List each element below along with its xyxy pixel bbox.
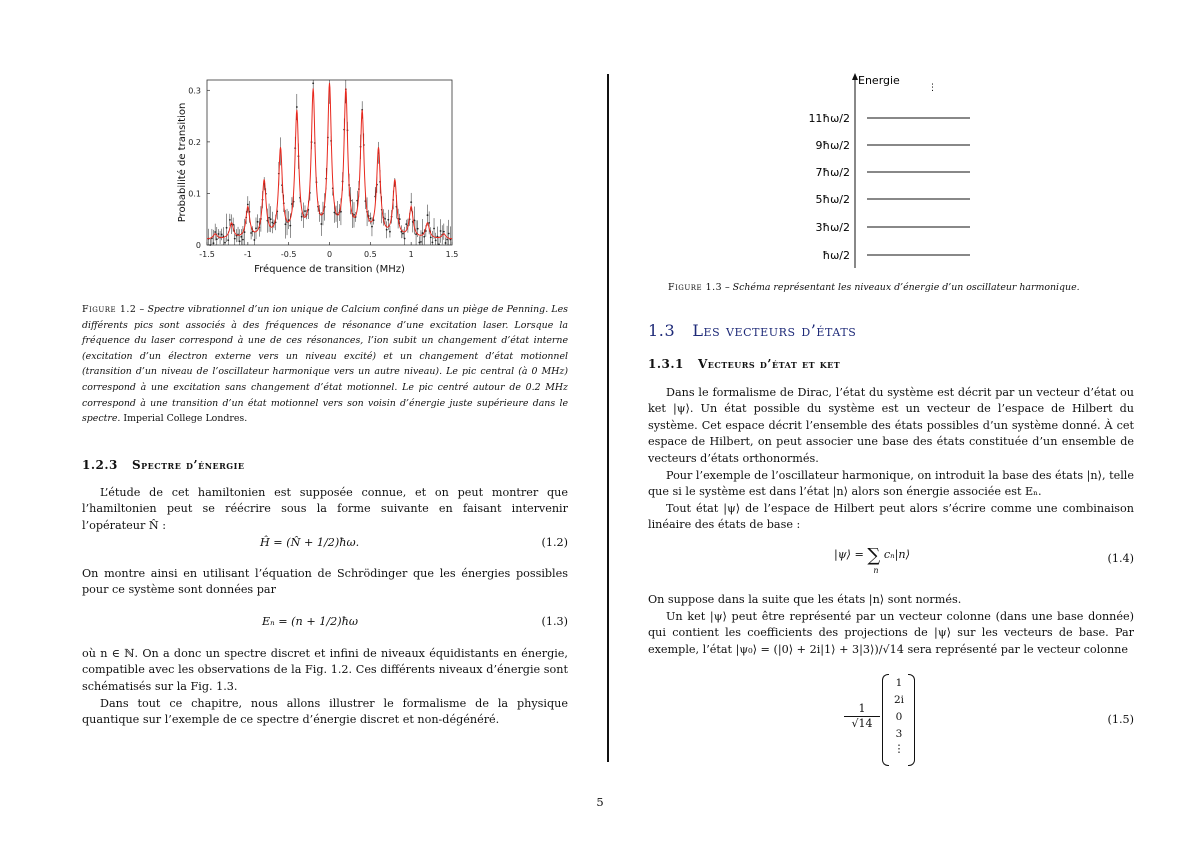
paragraph: L’étude de cet hamiltonien est supposée connue, et on peut montrer que l’hamiltonien peut se réécrire sous la forme suivante en faisant intervenir l’opérateur N̂ : <box>82 486 568 532</box>
paragraph: On suppose dans la suite que les états |n⟩ sont normés. <box>648 593 962 606</box>
data-point <box>410 201 412 203</box>
data-point <box>229 219 231 221</box>
data-point <box>399 218 401 220</box>
data-point <box>257 221 259 223</box>
data-point <box>289 225 291 227</box>
level-3 <box>815 221 970 234</box>
sum-symbol: ∑ <box>867 545 881 566</box>
data-point <box>304 210 306 212</box>
data-point <box>301 216 303 218</box>
level-label: 5ħω/2 <box>815 193 850 206</box>
fraction-denominator: √14 <box>844 716 880 730</box>
caption-text: – Spectre vibrationnel d’un ion unique de Calcium confiné dans un piège de Penning. Les différents pics sont associés à des fréquences de résonance d’une excitation laser. Lorsque la fréquence du laser correspond à une de ces résonances, l’ion subit un changement d’état interne (excitation d’un électron externe vers un niveau excité) et un changement d’état motionnel (transition d’un niveau de l’oscillateur harmonique vers un autre niveau). Le pic central (à 0 MHz) correspond à une excitation sans changement d’état motionnel. Le pic centré autour de 0.2 MHz correspond à une transition d’un état motionnel vers son voisin d’énergie juste supérieure dans le spectre. <box>82 304 568 425</box>
data-point <box>427 214 429 216</box>
data-point <box>240 236 242 238</box>
data-point <box>270 218 272 220</box>
page-number: 5 <box>596 795 604 809</box>
eq-lhs: |ψ⟩ = <box>834 548 868 561</box>
data-point <box>209 244 211 246</box>
data-point <box>216 238 218 240</box>
data-point <box>446 239 448 241</box>
data-point <box>404 238 406 240</box>
data-point <box>312 82 314 84</box>
figure-label: Figure 1.2 <box>82 304 137 315</box>
data-point <box>440 230 442 232</box>
vector-entry: 1 <box>895 677 903 689</box>
data-point <box>405 223 407 225</box>
data-point <box>438 243 440 245</box>
data-point <box>448 233 450 235</box>
data-point <box>214 231 216 233</box>
data-point <box>268 217 270 219</box>
figure-1-2-caption <box>82 302 568 427</box>
equation-number: (1.4) <box>1107 552 1134 565</box>
level-label: ħω/2 <box>822 249 850 262</box>
level-label: 3ħω/2 <box>815 221 850 234</box>
x-tick-label: -0.5 <box>280 250 297 259</box>
ellipsis: ⋮ <box>928 83 937 93</box>
spectrum-chart <box>177 76 487 286</box>
data-point <box>445 242 447 244</box>
y-tick-label: 0.2 <box>188 137 201 147</box>
eq-rhs: cₙ|n⟩ <box>883 548 910 561</box>
caption-text: – Schéma représentant les niveaux d’énergie d’un oscillateur harmonique. <box>725 282 1080 293</box>
data-point <box>435 239 437 241</box>
paragraph: où n ∈ ℕ. On a donc un spectre discret et infini de niveaux équidistants en énergie, compatible avec les observations de la Fig. 1.2. Ces différents niveaux d’énergie sont schématisés sur la Fig. 1.3. <box>82 647 568 693</box>
figure-label: Figure 1.3 <box>668 282 723 293</box>
data-point <box>353 214 355 216</box>
vector-entries <box>890 675 908 755</box>
section-heading-1-3-1 <box>648 357 840 371</box>
y-tick-label: 0 <box>195 241 201 250</box>
data-point <box>224 242 226 244</box>
data-point <box>430 236 432 238</box>
equation-1-3: Eₙ = (n + 1/2)ħω <box>262 615 358 628</box>
x-tick-label: 1 <box>408 250 414 259</box>
paragraph: On montre ainsi en utilisant l’équation de Schrödinger que les énergies possibles pour ce système sont données par <box>82 567 568 597</box>
data-point <box>234 238 236 240</box>
right-paren <box>908 674 915 766</box>
equation-number: (1.5) <box>1107 713 1134 726</box>
sum-sign <box>867 545 881 575</box>
data-point <box>386 229 388 231</box>
energy-axis-label: Energie <box>858 74 900 87</box>
data-point <box>250 232 252 234</box>
level-9 <box>815 139 970 152</box>
y-tick-label: 0.1 <box>188 189 201 199</box>
data-point <box>213 242 215 244</box>
data-point <box>420 241 422 243</box>
level-11 <box>808 112 970 125</box>
level-5 <box>815 193 970 206</box>
x-tick-label: 0.5 <box>363 250 377 259</box>
data-point <box>433 228 435 230</box>
data-point <box>371 226 373 228</box>
y-axis-label: Probabilité de transition <box>177 102 188 223</box>
section-title: Spectre d’énergie <box>131 458 245 472</box>
paragraph: Dans tout ce chapitre, nous allons illustrer le formalisme de la physique quantique sur l’exemple de ce spectre d’énergie discret et non-dégénéré. <box>82 697 568 727</box>
x-tick-label: -1 <box>243 250 252 259</box>
level-7 <box>815 166 970 179</box>
caption-credit: Imperial College Londres. <box>123 413 248 425</box>
data-point <box>417 228 419 230</box>
x-tick-label: -1.5 <box>199 250 215 259</box>
equation-1-2: Ĥ = (N̂ + 1/2)ħω. <box>260 536 360 549</box>
data-point <box>320 223 322 225</box>
left-paren <box>882 674 889 766</box>
data-point <box>389 231 391 233</box>
section-title: Vecteurs d’état et ket <box>697 357 841 371</box>
fraction <box>844 702 880 730</box>
equation-1-5 <box>844 674 924 766</box>
data-point <box>423 236 425 238</box>
data-point <box>334 212 336 214</box>
fraction-numerator: 1 <box>858 702 866 715</box>
section-number: 1.3.1 <box>648 357 684 371</box>
vector-entry: 0 <box>895 711 903 723</box>
x-tick-label: 0 <box>326 250 333 259</box>
data-point <box>387 219 389 221</box>
vector-entry: 2i <box>893 694 905 706</box>
data-point <box>402 233 404 235</box>
data-point <box>384 218 386 220</box>
section-heading-1-2-3 <box>82 458 244 472</box>
data-point <box>418 242 420 244</box>
y-tick-label: 0.3 <box>188 86 201 96</box>
paragraph: Un ket |ψ⟩ peut être représenté par un vecteur colonne (dans une base donnée) qui contient les coefficients des projections de |ψ⟩ sur les vecteurs de base. Par exemple, l’état |ψ₀⟩ = (|0⟩ + 2i|1⟩ + 3|3⟩)/√14 sera représenté par le vecteur colonne <box>648 610 1134 656</box>
section-number: 1.3 <box>648 321 676 340</box>
equation-number: (1.2) <box>541 536 568 549</box>
data-point <box>443 231 445 233</box>
paragraph: Tout état |ψ⟩ de l’espace de Hilbert peut alors s’écrire comme une combinaison linéaire des états de base : <box>648 502 1134 532</box>
x-axis-label: Fréquence de transition (MHz) <box>254 264 405 275</box>
level-label: 11ħω/2 <box>808 112 850 125</box>
data-point <box>226 227 228 229</box>
column-divider <box>607 74 609 762</box>
data-point <box>244 231 246 233</box>
data-point <box>242 239 244 241</box>
section-title: Les vecteurs d’états <box>692 321 857 340</box>
data-point <box>296 106 298 108</box>
data-point <box>271 222 273 224</box>
section-number: 1.2.3 <box>82 458 118 472</box>
vector-entry: 3 <box>895 728 903 740</box>
energy-levels-diagram <box>798 70 1138 270</box>
level-1 <box>822 249 970 262</box>
equation-1-4 <box>834 545 910 575</box>
data-point <box>369 218 371 220</box>
data-point <box>253 239 255 241</box>
level-label: 7ħω/2 <box>815 166 850 179</box>
sum-index: n <box>873 566 879 575</box>
data-point <box>255 227 257 229</box>
data-point <box>221 234 223 236</box>
data-point <box>247 204 249 206</box>
level-label: 9ħω/2 <box>815 139 850 152</box>
vector-entry: ⋮ <box>893 743 905 755</box>
x-tick-label: 1.5 <box>445 250 459 259</box>
figure-1-3-caption <box>668 280 1134 296</box>
paragraph: Dans le formalisme de Dirac, l’état du système est décrit par un vecteur d’état ou ket |ψ⟩. Un état possible du système est un vecteur de l’espace de Hilbert du système. Cet espace décrit l’ensemble des états possibles d’un système donné. À cet espace de Hilbert, on peut associer une base des états constituée d’un ensemble de vecteurs d’états orthonormés. <box>648 386 1134 465</box>
data-point <box>218 233 220 235</box>
data-point <box>432 241 434 243</box>
equation-number: (1.3) <box>541 615 568 628</box>
data-point <box>227 239 229 241</box>
fit-curve <box>207 83 452 239</box>
data-point <box>239 240 241 242</box>
data-point <box>285 223 287 225</box>
section-heading-1-3 <box>648 321 856 340</box>
paragraph: Pour l’exemple de l’oscillateur harmonique, on introduit la base des états |n⟩, telle que si le système est dans l’état |n⟩ alors son énergie associée est Eₙ. <box>648 469 1134 499</box>
